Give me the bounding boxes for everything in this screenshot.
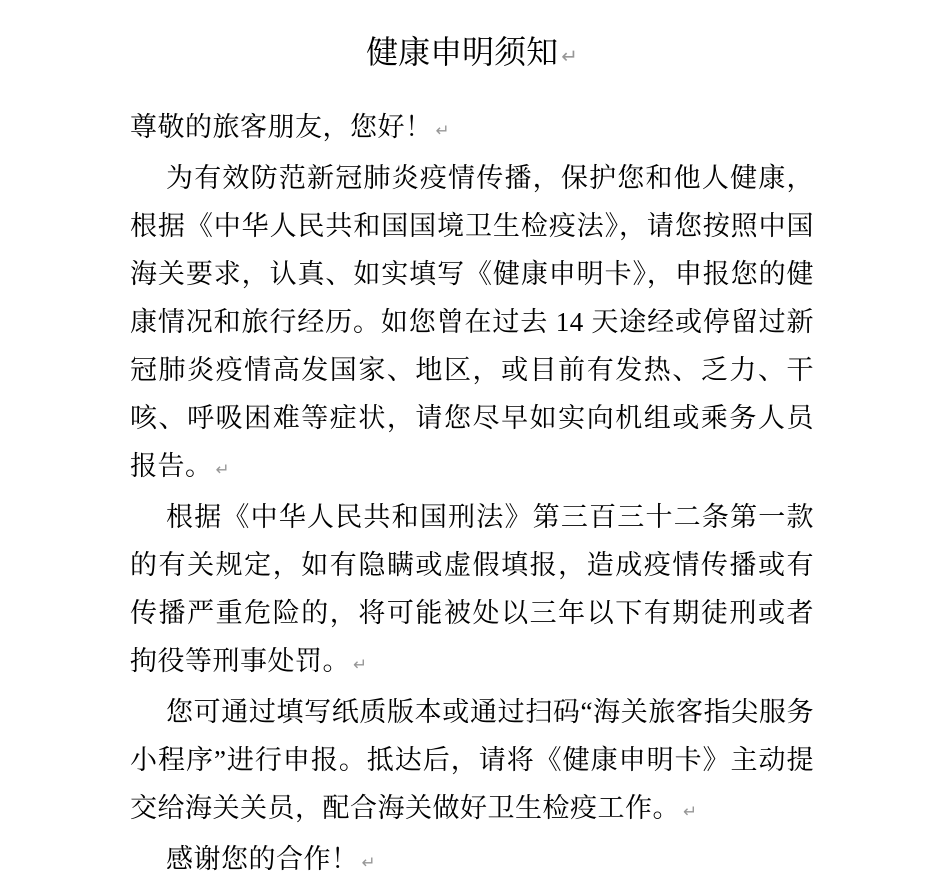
paragraph-declaration-requirement xyxy=(130,154,814,493)
paragraph-mark-icon: ↵ xyxy=(353,654,368,674)
paragraph-mark-icon: ↵ xyxy=(435,120,450,140)
paragraph-legal-liability xyxy=(130,493,814,688)
paragraph-text: 感谢您的合作！ xyxy=(166,844,359,874)
paragraph-thanks xyxy=(130,835,814,886)
paragraph-submission-methods xyxy=(130,688,814,835)
paragraph-text: 尊敬的旅客朋友，您好！ xyxy=(130,112,433,142)
paragraph-text: 为有效防范新冠肺炎疫情传播，保护您和他人健康，根据《中华人民共和国国境卫生检疫法》，请您按照中国海关要求，认真、如实填写《健康申明卡》，申报您的健康情况和旅行经历。如您曾在过去 14 天途经或停留过新冠肺炎疫情高发国家、地区，或目前有发热、乏力、干咳、呼吸困难等症状，请您尽早如实向机组或乘务人员报告。 xyxy=(130,163,814,481)
paragraph-greeting xyxy=(130,103,814,154)
paragraph-mark-icon: ↵ xyxy=(215,459,230,479)
paragraph-mark-icon: ↵ xyxy=(361,852,376,872)
title-text: 健康申明须知 xyxy=(366,34,559,70)
document-title xyxy=(130,34,814,75)
paragraph-mark-icon: ↵ xyxy=(561,45,578,68)
paragraph-text: 您可通过填写纸质版本或通过扫码“海关旅客指尖服务小程序”进行申报。抵达后，请将《健康申明卡》主动提交给海关关员，配合海关做好卫生检疫工作。 xyxy=(130,697,814,823)
paragraph-text: 根据《中华人民共和国刑法》第三百三十二条第一款的有关规定，如有隐瞒或虚假填报，造成疫情传播或有传播严重危险的，将可能被处以三年以下有期徒刑或者拘役等刑事处罚。 xyxy=(130,502,814,676)
paragraph-mark-icon: ↵ xyxy=(683,801,698,821)
